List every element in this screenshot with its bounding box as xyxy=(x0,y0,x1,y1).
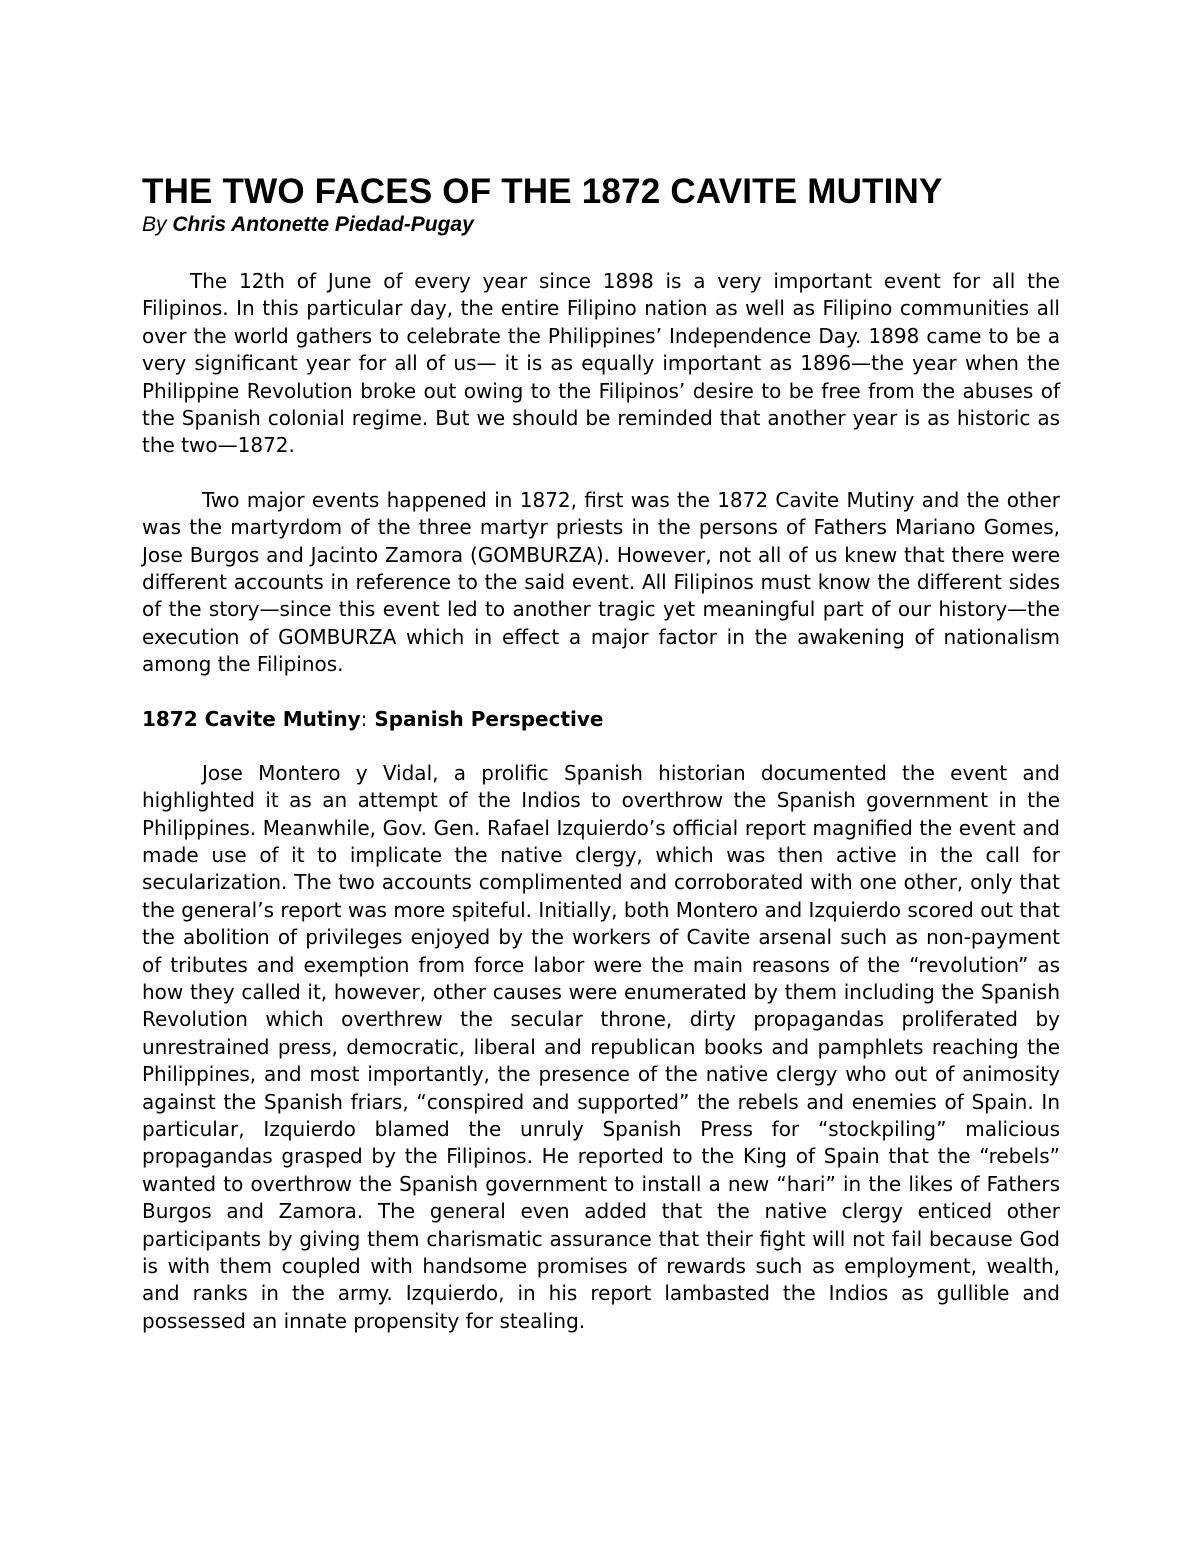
section-heading-part-b: Spanish Perspective xyxy=(367,706,604,731)
section-heading xyxy=(142,706,1060,733)
section-heading-colon: : xyxy=(360,706,368,731)
document-page xyxy=(142,172,1060,1362)
paragraph-two-major-events: Two major events happened in 1872, first was the 1872 Cavite Mutiny and the other was the martyrdom of the three martyr priests in the persons of Fathers Mariano Gomes, Jose Burgos and Jacinto Zamora (GOMBURZA). However, not all of us knew that there were different accounts in reference to the said event. All Filipinos must know the different sides of the story—since this event led to another tragic yet meaningful part of our history—the execution of GOMBURZA which in effect a major factor in the awakening of nationalism among the Filipinos. xyxy=(142,487,1060,677)
section-heading-part-a: 1872 Cavite Mutiny xyxy=(142,706,361,731)
paragraph-spanish-perspective: Jose Montero y Vidal, a prolific Spanish historian documented the event and highlighted it as an attempt of the Indios to overthrow the Spanish government in the Philippines. Meanwhile, Gov. Gen. Rafael Izquierdo’s official report magnified the event and made use of it to implicate the native clergy, which was then active in the call for secularization. The two accounts complimented and corroborated with one other, only that the general’s report was more spiteful. Initially, both Montero and Izquierdo scored out that the abolition of privileges enjoyed by the workers of Cavite arsenal such as non-payment of tributes and exemption from force labor were the main reasons of the “revolution” as how they called it, however, other causes were enumerated by them including the Spanish Revolution which overthrew the secular throne, dirty propagandas proliferated by unrestrained press, democratic, liberal and republican books and pamphlets reaching the Philippines, and most importantly, the presence of the native clergy who out of animosity against the Spanish friars, “conspired and supported” the rebels and enemies of Spain. In particular, Izquierdo blamed the unruly Spanish Press for “stockpiling” malicious propagandas grasped by the Filipinos. He reported to the King of Spain that the “rebels” wanted to overthrow the Spanish government to install a new “hari” in the likes of Fathers Burgos and Zamora. The general even added that the native clergy enticed other participants by giving them charismatic assurance that their fight will not fail because God is with them coupled with handsome promises of rewards such as employment, wealth, and ranks in the army. Izquierdo, in his report lambasted the Indios as gullible and possessed an innate propensity for stealing. xyxy=(142,760,1060,1333)
author-name: Chris Antonette Piedad-Pugay xyxy=(172,213,474,236)
paragraph-independence-day: The 12th of June of every year since 1898 is a very important event for all the Filipinos. In this particular day, the entire Filipino nation as well as Filipino communities all over the world gathers to celebrate the Philippines’ Independence Day. 1898 came to be a very significant year for all of us— it is as equally important as 1896—the year when the Philippine Revolution broke out owing to the Filipinos’ desire to be free from the abuses of the Spanish colonial regime. But we should be reminded that another year is as historic as the two—1872. xyxy=(142,269,1060,458)
byline xyxy=(142,212,1060,238)
byline-prefix: By xyxy=(142,213,167,236)
document-title: THE TWO FACES OF THE 1872 CAVITE MUTINY xyxy=(142,172,943,211)
